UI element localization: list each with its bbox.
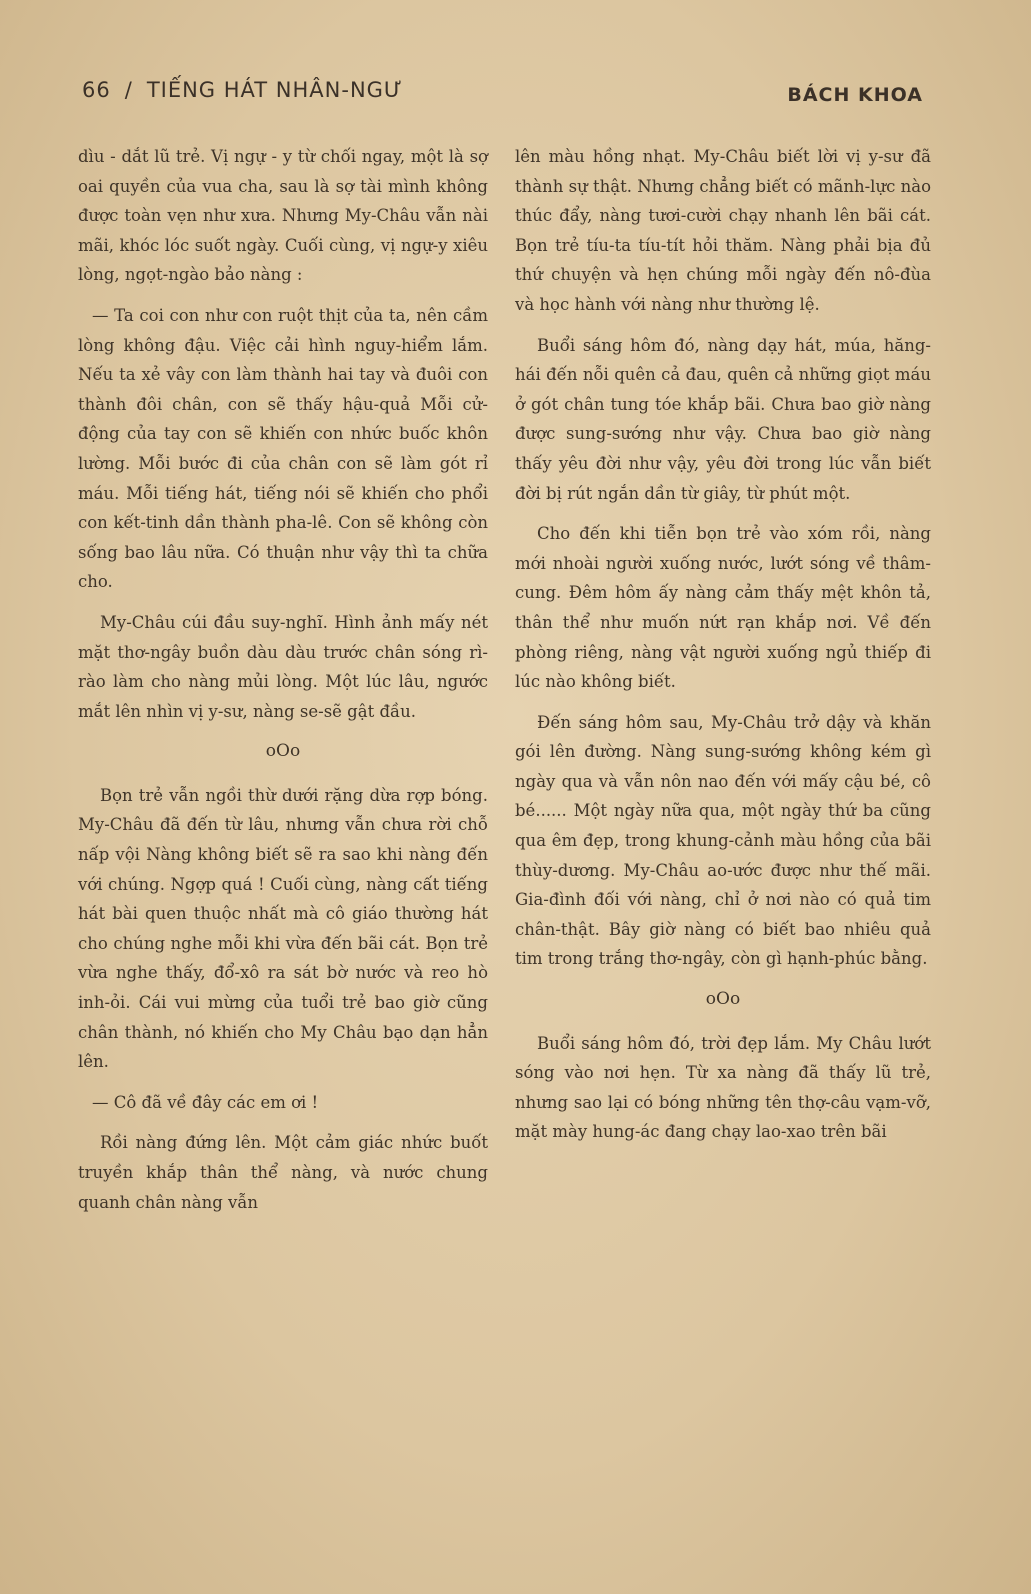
paragraph: Rồi nàng đứng lên. Một cảm giác nhức buốt truyền khắp thân thể nàng, và nước chung quanh chân nàng vẫn [78,1133,488,1212]
paragraph: Buổi sáng hôm đó, trời đẹp lắm. My Châu lướt sóng vào nơi hẹn. Từ xa nàng đã thấy lũ trẻ, nhưng sao lại có bóng những tên thợ-câu vạm-vỡ, mặt mày hung-ác đang chạy lao-xao trên bãi [515,1033,931,1142]
paragraph: Bọn trẻ vẫn ngồi thừ dưới rặng dừa rợp bóng. My-Châu đã đến từ lâu, nhưng vẫn chưa rời chỗ nấp vội Nàng không biết sẽ ra sao khi nàng đến với chúng. Ngợp quá ! Cuối cùng, nàng cất tiếng hát bài quen thuộc nhất mà cô giáo thường hát cho chúng nghe mỗi khi vừa đến bãi cát. Bọn trẻ vừa nghe thấy, đổ-xô ra sát bờ nước và reo hò inh-ỏi. Cái vui mừng của tuổi trẻ bao giờ cũng chân thành, nó khiến cho My Châu bạo dạn hẳn lên. [78,785,488,1072]
page-number: 66 [82,78,111,102]
paragraph: dìu - dắt lũ trẻ. Vị ngự - y từ chối ngay, một là sợ oai quyền của vua cha, sau là sợ tài mình không được toàn vẹn như xưa. Nhưng My-Châu vẫn nài mãi, khóc lóc suốt ngày. Cuối cùng, vị ngự-y xiêu lòng, ngọt-ngào bảo nàng : [78,147,488,285]
paragraph: Đến sáng hôm sau, My-Châu trở dậy và khăn gói lên đường. Nàng sung-sướng không kém gì ngày qua và vẫn nôn nao đến với mấy cậu bé, cô bé...... Một ngày nữa qua, một ngày thứ ba cũng qua êm đẹp, trong khung-cảnh màu hồng của bãi thùy-dương. My-Châu ao-ước được như thế mãi. Gia-đình đối với nàng, chỉ ở nơi nào có quả tim chân-thật. Bây giờ nàng có biết bao nhiêu quả tim trong trắng thơ-ngây, còn gì hạnh-phúc bằng. [515,712,931,969]
left-column [78,142,488,1228]
paragraph: Buổi sáng hôm đó, nàng dạy hát, múa, hăng-hái đến nỗi quên cả đau, quên cả những giọt máu ở gót chân tung tóe khắp bãi. Chưa bao giờ nàng được sung-sướng như vậy. Chưa bao giờ nàng thấy yêu đời như vậy, yêu đời trong lúc vẫn biết đời bị rút ngắn dần từ giây, từ phút một. [515,335,931,503]
paragraph: My-Châu cúi đầu suy-nghĩ. Hình ảnh mấy nét mặt thơ-ngây buồn dàu dàu trước chân sóng rì-rào làm cho nàng mủi lòng. Một lúc lâu, ngước mắt lên nhìn vị y-sư, nàng se-sẽ gật đầu. [78,612,488,721]
paragraph: Cho đến khi tiễn bọn trẻ vào xóm rồi, nàng mới nhoài người xuống nước, lướt sóng về thâm-cung. Đêm hôm ấy nàng cảm thấy mệt khôn tả, thân thể như muốn nứt rạn khắp nơi. Về đến phòng riêng, nàng vật người xuống ngủ thiếp đi lúc nào không biết. [515,524,931,692]
running-header [82,78,923,108]
section-break: oOo [705,989,741,1010]
dialogue-paragraph: — Cô đã về đây các em ơi ! [92,1092,319,1112]
header-left [82,78,403,102]
section-break: oOo [265,741,301,762]
right-column [515,142,931,1158]
paragraph: lên màu hồng nhạt. My-Châu biết lời vị y-sư đã thành sự thật. Nhưng chẳng biết có mãnh-lực nào thúc đẩy, nàng tươi-cười chạy nhanh lên bãi cát. Bọn trẻ tíu-ta tíu-tít hỏi thăm. Nàng phải bịa đủ thứ chuyện và hẹn chúng mỗi ngày đến nô-đùa và học hành với nàng như thường lệ. [515,147,931,314]
article-title: TIẾNG HÁT NHÂN-NGƯ [146,78,403,102]
header-separator: / [124,78,133,102]
magazine-name: BÁCH KHOA [787,84,923,106]
dialogue-paragraph: — Ta coi con như con ruột thịt của ta, nên cầm lòng không đậu. Việc cải hình nguy-hiểm lắm. Nếu ta xẻ vây con làm thành hai tay và đuôi con thành đôi chân, con sẽ thấy hậu-quả Mỗi cử-động của tay con sẽ khiến con nhức buốc khôn lường. Mỗi bước đi của chân con sẽ làm gót rỉ máu. Mỗi tiếng hát, tiếng nói sẽ khiến cho phổi con kết-tinh dần thành pha-lê. Con sẽ không còn sống bao lâu nữa. Có thuận như vậy thì ta chữa cho. [78,305,488,592]
